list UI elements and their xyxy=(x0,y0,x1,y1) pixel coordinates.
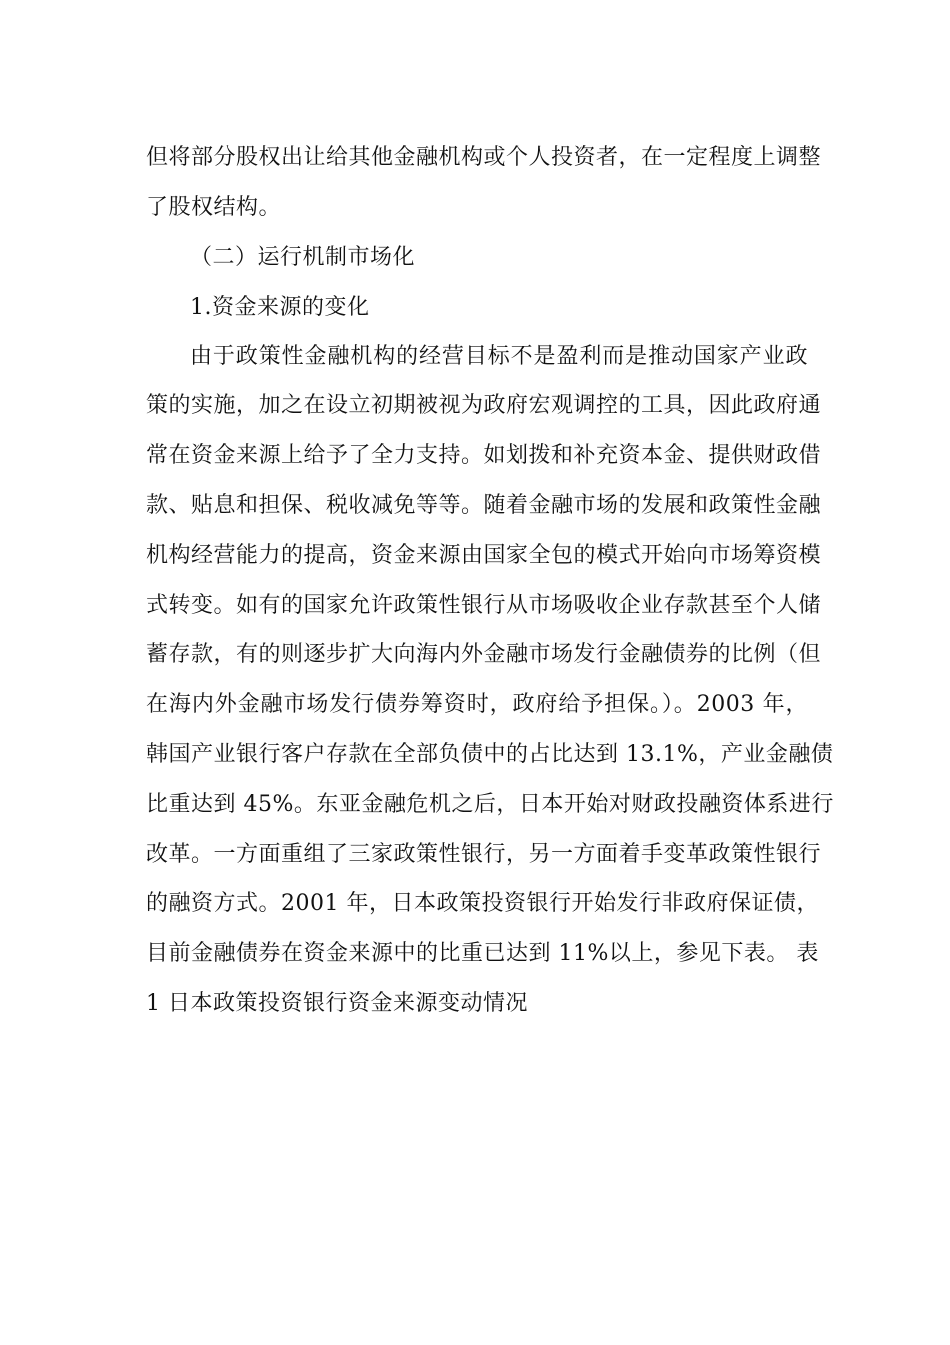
paragraph-line-7: 机构经营能力的提高，资金来源由国家全包的模式开始向市场筹资模 xyxy=(146,543,822,568)
paragraph-line-11: 韩国产业银行客户存款在全部负债中的占比达到 13.1%，产业金融债 xyxy=(146,742,834,767)
paragraph-line-10: 在海内外金融市场发行债券筹资时，政府给予担保。）。2003 年， xyxy=(146,692,808,717)
paragraph-line-5: 常在资金来源上给予了全力支持。如划拨和补充资本金、提供财政借 xyxy=(146,443,822,468)
subsection-heading: 1.资金来源的变化 xyxy=(190,295,370,320)
paragraph-line-6: 款、贴息和担保、税收减免等等。随着金融市场的发展和政策性金融 xyxy=(146,493,822,518)
paragraph-line-12: 比重达到 45%。东亚金融危机之后，日本开始对财政投融资体系进行 xyxy=(146,792,834,817)
paragraph-line-15: 目前金融债券在资金来源中的比重已达到 11%以上，参见下表。 表 xyxy=(146,941,819,966)
paragraph-line-1: 但将部分股权出让给其他金融机构或个人投资者，在一定程度上调整 xyxy=(146,145,822,170)
paragraph-line-2: 了股权结构。 xyxy=(146,195,282,220)
paragraph-line-13: 改革。一方面重组了三家政策性银行，另一方面着手变革政策性银行 xyxy=(146,842,822,867)
paragraph-line-3: 由于政策性金融机构的经营目标不是盈利而是推动国家产业政 xyxy=(190,344,808,369)
paragraph-line-4: 策的实施，加之在设立初期被视为政府宏观调控的工具，因此政府通 xyxy=(146,393,822,418)
table-caption: 1 日本政策投资银行资金来源变动情况 xyxy=(146,991,528,1016)
paragraph-line-8: 式转变。如有的国家允许政策性银行从市场吸收企业存款甚至个人储 xyxy=(146,593,822,618)
paragraph-line-9: 蓄存款，有的则逐步扩大向海内外金融市场发行金融债券的比例（但 xyxy=(146,642,822,667)
section-heading: （二）运行机制市场化 xyxy=(190,245,416,270)
paragraph-line-14: 的融资方式。2001 年，日本政策投资银行开始发行非政府保证债， xyxy=(146,891,819,916)
